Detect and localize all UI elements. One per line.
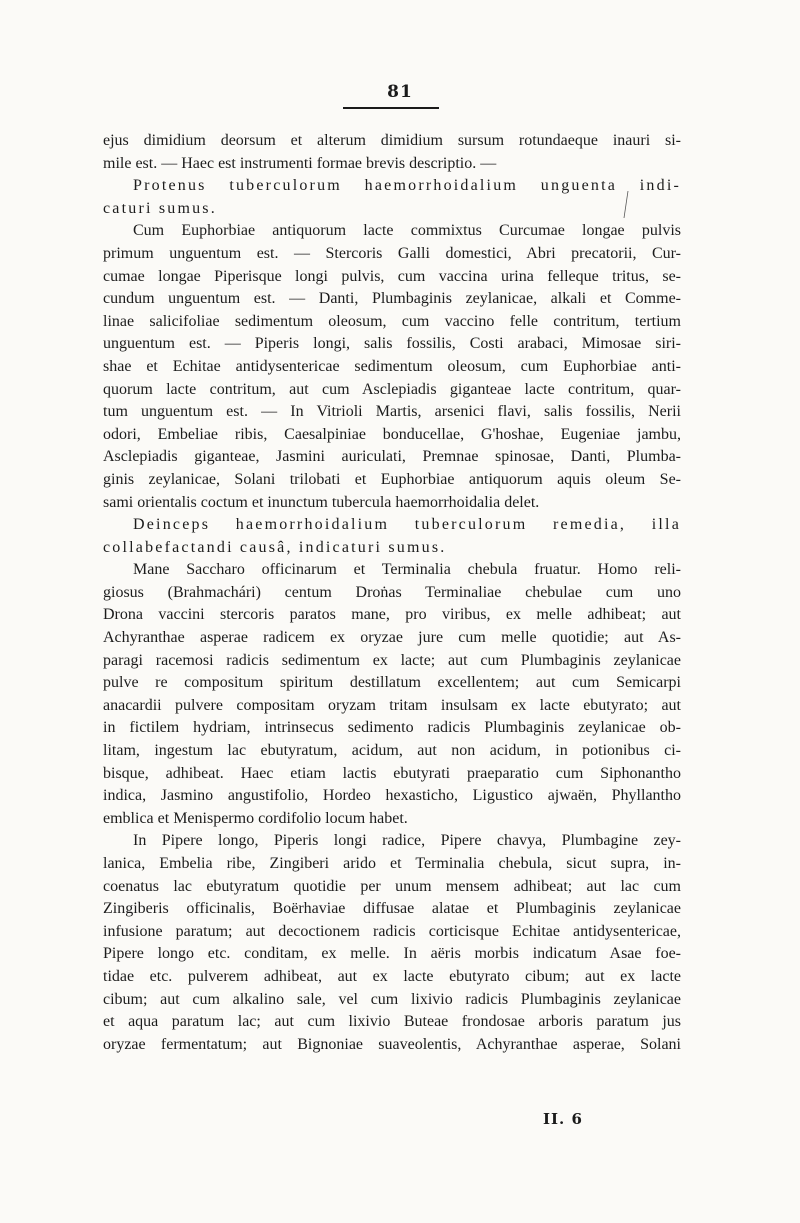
paragraph-6-line-3 bbox=[103, 898, 681, 921]
line: ejus dimidium deorsum et alterum dimidium sursum rotundaeque inauri si- bbox=[103, 132, 681, 149]
line: et aqua paratum lac; aut cum lixivio Buteae frondosae arboris paratum jus bbox=[103, 1013, 681, 1031]
line: pulve re compositum spiritum destillatum excellentem; aut cum Semicarpi bbox=[103, 674, 681, 692]
paragraph-6-line-8 bbox=[103, 1011, 681, 1034]
line: Cum Euphorbiae antiquorum lacte commixtus Curcumae longae pulvis bbox=[133, 222, 681, 240]
line: tidae etc. pulverem adhibeat, aut ex lacte ebutyrato cibum; aut ex lacte bbox=[103, 967, 681, 985]
page-number: 81 bbox=[387, 82, 413, 102]
paragraph-6-line-7 bbox=[103, 989, 681, 1012]
line: bisque, adhibeat. Haec etiam lactis ebutyrati praeparatio cum Siphonantho bbox=[103, 764, 681, 782]
paragraph-6-line-2 bbox=[103, 876, 681, 899]
line: cumae longae Piperisque longi pulvis, cum vaccina urina felleque tritus, se- bbox=[103, 267, 681, 285]
line: litam, ingestum lac ebutyratum, acidum, aut non acidum, in potionibus ci- bbox=[103, 742, 681, 760]
paragraph-3-line-5 bbox=[103, 333, 681, 356]
line: sami orientalis coctum et inunctum tubercula haemorrhoidalia delet. bbox=[103, 493, 540, 511]
line: mile est. — Haec est instrumenti formae brevis descriptio. — bbox=[103, 154, 497, 172]
paragraph-5-line-3 bbox=[103, 627, 681, 650]
line: Asclepiadis giganteae, Jasmini auriculati, Premnae spinosae, Danti, Plumba- bbox=[103, 448, 681, 466]
line: infusione paratum; aut decoctionem radicis corticisque Echitae antidysentericae, bbox=[103, 922, 681, 940]
line: Pipere longo etc. conditam, ex melle. In aëris morbis indicatum Asae foe- bbox=[103, 945, 681, 963]
paragraph-2-end bbox=[103, 198, 681, 221]
paragraph-5-line-10 bbox=[103, 785, 681, 808]
paragraph-5-line-0 bbox=[103, 559, 681, 582]
paragraph-6-line-0 bbox=[103, 830, 681, 853]
line: tum unguentum est. — In Vitrioli Martis, arsenici flavi, salis fossilis, Nerii bbox=[103, 403, 681, 421]
paragraph-3-line-6 bbox=[103, 356, 681, 379]
paragraph-5-line-8 bbox=[103, 740, 681, 763]
line: Achyranthae asperae radicem ex oryzae jure cum melle quotidie; aut As- bbox=[103, 629, 681, 647]
paragraph-3-line-1 bbox=[103, 243, 681, 266]
paragraph-5-line-7 bbox=[103, 717, 681, 740]
body-text bbox=[103, 130, 681, 1056]
paragraph-3-line-8 bbox=[103, 401, 681, 424]
paragraph-3-line-9 bbox=[103, 424, 681, 447]
line: unguentum est. — Piperis longi, salis fossilis, Costi arabaci, Mimosae siri- bbox=[103, 335, 681, 353]
paragraph-3-line-3 bbox=[103, 288, 681, 311]
paragraph-4 bbox=[103, 514, 681, 537]
paragraph-4-end bbox=[103, 537, 681, 560]
paragraph-1 bbox=[103, 130, 681, 153]
line: ginis zeylanicae, Solani trilobati et Euphorbiae antiquorum aquis oleum Se- bbox=[103, 470, 681, 488]
line: coenatus lac ebutyratum quotidie per unum mensem adhibeat; aut lac cum bbox=[103, 877, 681, 895]
heading-line: Deinceps haemorrhoidalium tuberculorum remedia, illa bbox=[133, 516, 681, 534]
line: odori, Embeliae ribis, Caesalpiniae bonducellae, G'hoshae, Eugeniae jambu, bbox=[103, 425, 681, 443]
line: oryzae fermentatum; aut Bignoniae suaveolentis, Achyranthae asperae, Solani bbox=[103, 1035, 681, 1053]
paragraph-2 bbox=[103, 175, 681, 198]
paragraph-6-line-4 bbox=[103, 921, 681, 944]
line: lanica, Embelia ribe, Zingiberi arido et Terminalia chebula, sicut supra, in- bbox=[103, 855, 681, 872]
paragraph-5-line-1 bbox=[103, 582, 681, 605]
line: indica, Jasmino angustifolio, Hordeo hexasticho, Ligustico ajwaën, Phyllantho bbox=[103, 787, 681, 805]
paragraph-3-line-11 bbox=[103, 469, 681, 492]
line: in fictilem hydriam, intrinsecus sedimento radicis Plumbaginis zeylanicae ob- bbox=[103, 719, 681, 737]
paragraph-6-line-9 bbox=[103, 1034, 681, 1057]
line: paragi racemosi radicis sedimentum ex lacte; aut cum Plumbaginis zeylanicae bbox=[103, 651, 681, 669]
line: cundum unguentum est. — Danti, Plumbaginis zeylanicae, alkali et Comme- bbox=[103, 290, 681, 308]
heading-line: caturi sumus. bbox=[103, 199, 217, 217]
line: shae et Echitae antidysentericae sedimentum oleosum, cum Euphorbiae anti- bbox=[103, 357, 681, 375]
line: In Pipere longo, Piperis longi radice, Pipere chavya, Plumbagine zey- bbox=[133, 832, 681, 850]
line: giosus (Brahmachári) centum Droṅas Terminaliae chebulae cum uno bbox=[103, 583, 681, 601]
line: Mane Saccharo officinarum et Terminalia chebula fruatur. Homo reli- bbox=[133, 561, 681, 579]
line: Zingiberis officinalis, Boërhaviae diffusae alatae et Plumbaginis zeylanicae bbox=[103, 900, 681, 918]
line: anacardii pulvere compositam oryzam tritam insulsam ex lacte ebutyrato; aut bbox=[103, 696, 681, 714]
line: emblica et Menispermo cordifolio locum habet. bbox=[103, 809, 408, 827]
line: Drona vaccini stercoris paratos mane, pro viribus, ex melle adhibeat; aut bbox=[103, 606, 681, 624]
paragraph-3-line-0 bbox=[103, 220, 681, 243]
paragraph-5-line-2 bbox=[103, 604, 681, 627]
paragraph-6-line-5 bbox=[103, 943, 681, 966]
header-rule bbox=[343, 107, 439, 109]
paragraph-5-line-9 bbox=[103, 763, 681, 786]
paragraph-1-end bbox=[103, 153, 681, 176]
paragraph-5-line-11 bbox=[103, 808, 681, 831]
paragraph-6-line-1 bbox=[103, 853, 681, 876]
line: linae salicifoliae sedimentum oleosum, cum vaccino felle contritum, tertium bbox=[103, 312, 681, 330]
line: primum unguentum est. — Stercoris Galli domestici, Abri precatorii, Cur- bbox=[103, 244, 681, 262]
paragraph-3-line-7 bbox=[103, 379, 681, 402]
heading-line: collabefactandi causâ, indicaturi sumus. bbox=[103, 538, 447, 556]
heading-line: Protenus tuberculorum haemorrhoidalium unguenta indi- bbox=[133, 177, 681, 195]
signature-mark: II. 6 bbox=[543, 1110, 583, 1128]
paragraph-3-line-12 bbox=[103, 492, 681, 515]
line: cibum; aut cum alkalino sale, vel cum lixivio radicis Plumbaginis zeylanicae bbox=[103, 990, 681, 1008]
paragraph-3-line-10 bbox=[103, 446, 681, 469]
paragraph-5-line-5 bbox=[103, 672, 681, 695]
paragraph-5-line-4 bbox=[103, 650, 681, 673]
line: quorum lacte contritum, aut cum Asclepiadis giganteae lacte contritum, quar- bbox=[103, 380, 681, 398]
paragraph-5-line-6 bbox=[103, 695, 681, 718]
paragraph-3-line-2 bbox=[103, 266, 681, 289]
paragraph-3-line-4 bbox=[103, 311, 681, 334]
paragraph-6-line-6 bbox=[103, 966, 681, 989]
